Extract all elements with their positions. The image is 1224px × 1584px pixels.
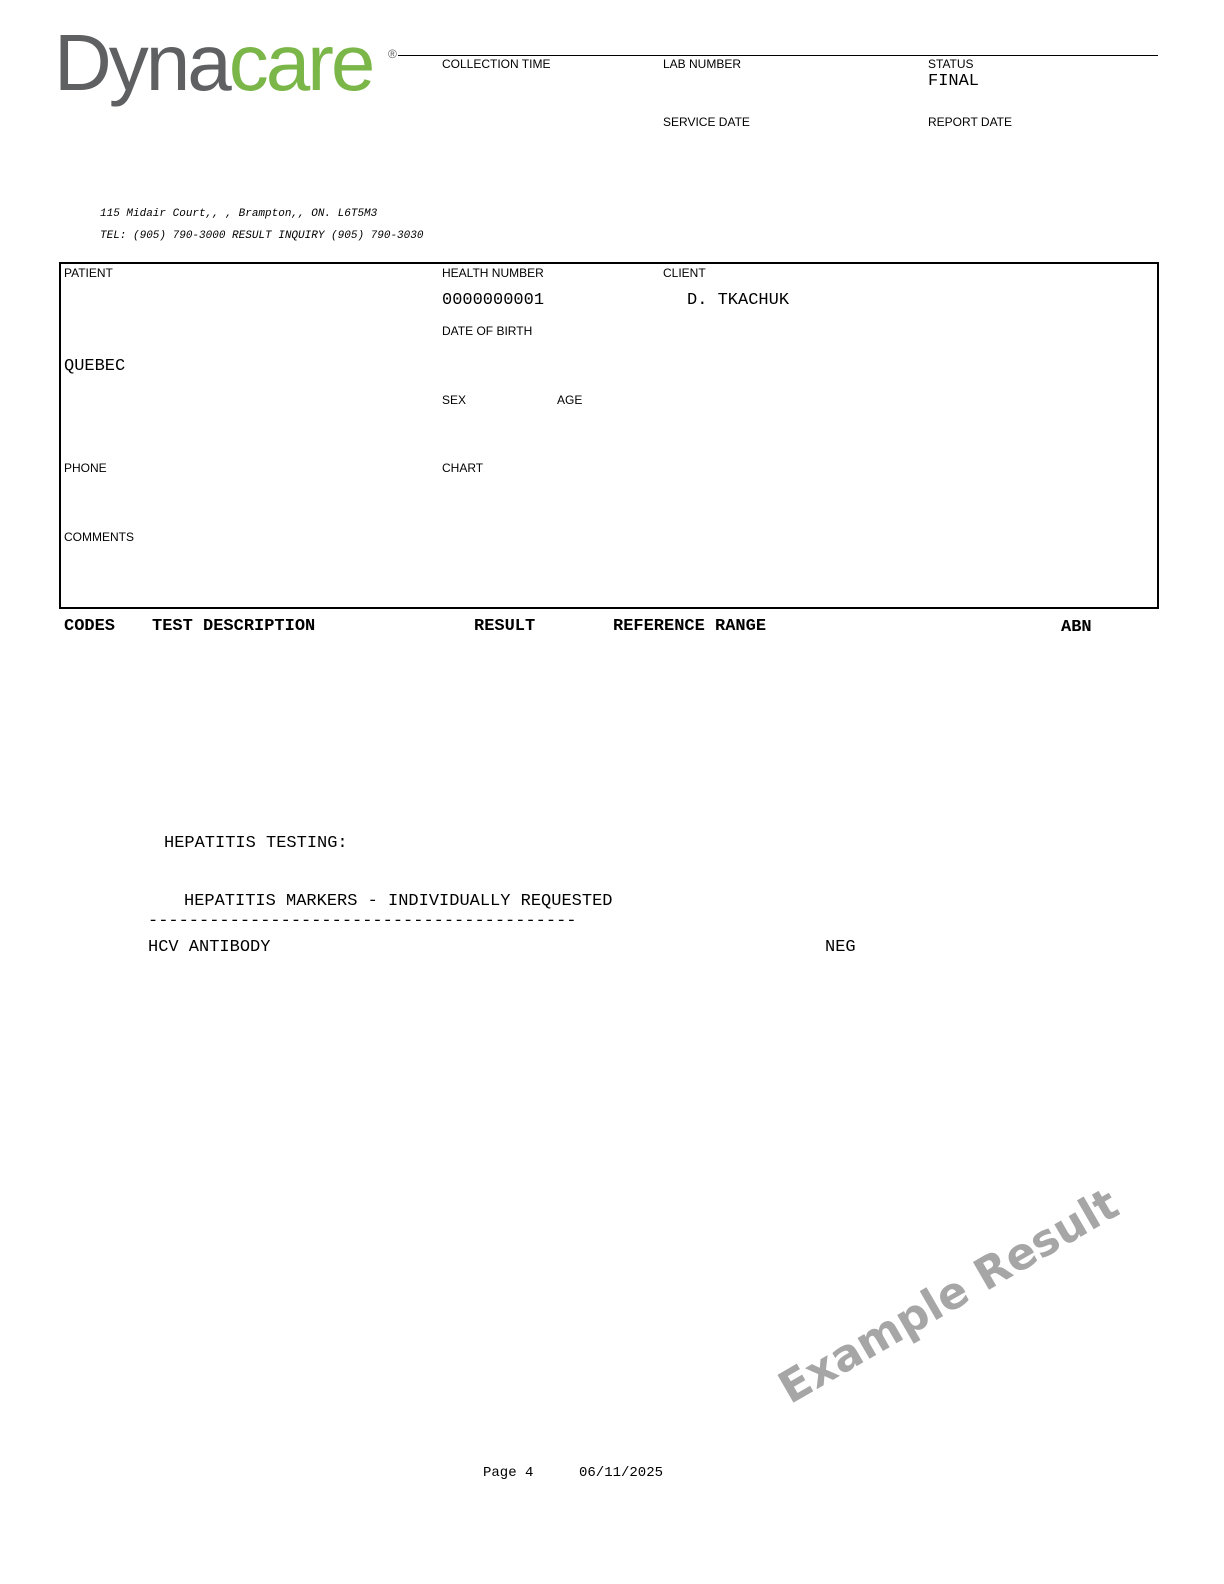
lab-number-label: LAB NUMBER bbox=[663, 57, 742, 71]
lab-phone-line: TEL: (905) 790-3000 RESULT INQUIRY (905) 790-3030 bbox=[100, 230, 424, 242]
logo-text-gray: Dyna bbox=[54, 22, 229, 107]
date-of-birth-label: DATE OF BIRTH bbox=[442, 324, 533, 338]
patient-label: PATIENT bbox=[64, 266, 113, 280]
patient-province: QUEBEC bbox=[64, 357, 126, 376]
client-label: CLIENT bbox=[663, 266, 706, 280]
test-result: NEG bbox=[825, 938, 856, 957]
comments-label: COMMENTS bbox=[64, 530, 134, 544]
subsection-title: HEPATITIS MARKERS - INDIVIDUALLY REQUESTED bbox=[184, 892, 613, 911]
health-number-value: 0000000001 bbox=[442, 291, 545, 310]
health-number-label: HEALTH NUMBER bbox=[442, 266, 544, 280]
age-label: AGE bbox=[557, 393, 583, 407]
column-codes: CODES bbox=[64, 617, 116, 636]
chart-label: CHART bbox=[442, 461, 484, 475]
patient-info-box bbox=[59, 262, 1159, 609]
collection-time-label: COLLECTION TIME bbox=[442, 57, 551, 71]
page-number: Page 4 bbox=[483, 1465, 534, 1481]
column-reference-range: REFERENCE RANGE bbox=[613, 617, 767, 636]
report-date-label: REPORT DATE bbox=[928, 115, 1013, 129]
section-title: HEPATITIS TESTING: bbox=[164, 834, 348, 853]
dynacare-logo-graphic bbox=[52, 22, 404, 110]
column-abn: ABN bbox=[1061, 618, 1092, 637]
client-value: D. TKACHUK bbox=[687, 291, 790, 310]
logo-text-green: care bbox=[228, 22, 373, 107]
test-name: HCV ANTIBODY bbox=[148, 938, 271, 957]
status-value: FINAL bbox=[928, 72, 980, 91]
column-result: RESULT bbox=[474, 617, 536, 636]
service-date-label: SERVICE DATE bbox=[663, 115, 750, 129]
phone-label: PHONE bbox=[64, 461, 107, 475]
separator-line: ------------------------------------------ bbox=[148, 912, 577, 931]
header-rule bbox=[398, 55, 1158, 56]
example-result-watermark: Example Result bbox=[770, 1178, 1128, 1415]
status-label: STATUS bbox=[928, 57, 974, 71]
registered-mark: ® bbox=[388, 47, 397, 61]
footer-date: 06/11/2025 bbox=[579, 1465, 664, 1481]
sex-label: SEX bbox=[442, 393, 467, 407]
column-test-description: TEST DESCRIPTION bbox=[152, 617, 316, 636]
lab-address: 115 Midair Court,, , Brampton,, ON. L6T5M3 bbox=[100, 208, 378, 220]
logo-wordmark bbox=[54, 22, 372, 107]
dynacare-logo bbox=[52, 22, 404, 110]
